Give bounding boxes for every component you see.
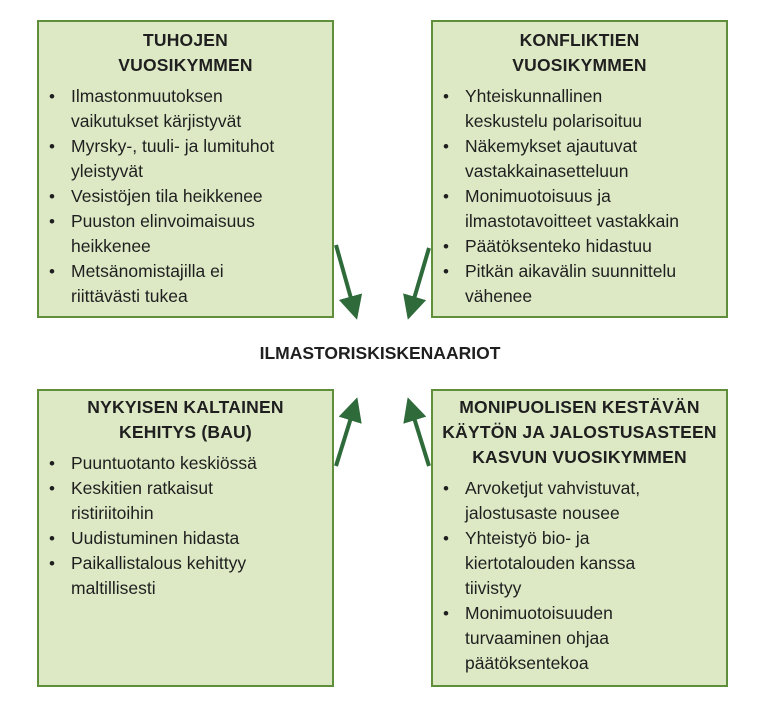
list-item-text: vähenee — [465, 286, 533, 306]
list-item-text: • Pitkän aikavälin suunnittelu — [465, 261, 677, 281]
scenario-title-line: KASVUN VUOSIKYMMEN — [472, 447, 687, 467]
scenario-title-line: KÄYTÖN JA JALOSTUSASTEEN — [442, 422, 717, 442]
list-item — [39, 84, 332, 134]
list-item-text: vastakkainasetteluun — [465, 161, 629, 181]
list-item-text: • Monimuotoisuus ja — [465, 186, 611, 206]
scenario-list — [433, 84, 726, 309]
list-item — [433, 234, 726, 259]
list-item-text: • Uudistuminen hidasta — [71, 528, 240, 548]
arrow-top-left-to-center — [336, 245, 354, 309]
list-item-text: ilmastotavoitteet vastakkain — [465, 211, 679, 231]
scenario-title — [39, 395, 332, 445]
diagram-center-title: ILMASTORISKISKENAARIOT — [259, 343, 501, 363]
list-item-text: • Vesistöjen tila heikkenee — [71, 186, 263, 206]
scenario-list — [433, 476, 726, 676]
scenario-title — [39, 28, 332, 78]
scenario-list — [39, 451, 332, 601]
scenario-box-monipuolisen — [431, 389, 728, 687]
scenario-list — [39, 84, 332, 309]
list-item-text: tiivistyy — [465, 578, 522, 598]
list-item — [433, 84, 726, 134]
list-item — [39, 476, 332, 526]
list-item-text: päätöksentekoa — [465, 653, 589, 673]
list-item — [39, 134, 332, 184]
scenario-box-tuhojen — [37, 20, 334, 318]
list-item-text: turvaaminen ohjaa — [465, 628, 609, 648]
scenario-title-line: VUOSIKYMMEN — [118, 55, 253, 75]
list-item-text: • Näkemykset ajautuvat — [465, 136, 638, 156]
list-item — [433, 526, 726, 601]
list-item — [433, 259, 726, 309]
list-item-text: • Myrsky-, tuuli- ja lumituhot — [71, 136, 275, 156]
list-item-text: maltillisesti — [71, 578, 156, 598]
list-item — [433, 476, 726, 526]
list-item-text: riittävästi tukea — [71, 286, 188, 306]
list-item-text: • Arvoketjut vahvistuvat, — [465, 478, 641, 498]
list-item-text: ristiriitoihin — [71, 503, 154, 523]
list-item-text: • Metsänomistajilla ei — [71, 261, 224, 281]
list-item-text: • Paikallistalous kehittyy — [71, 553, 247, 573]
list-item-text: • Puuntuotanto keskiössä — [71, 453, 257, 473]
scenario-title-line: KONFLIKTIEN — [519, 30, 640, 50]
arrow-bottom-right-to-center — [411, 408, 429, 466]
list-item-text: yleistyvät — [71, 161, 143, 181]
scenario-title-line: MONIPUOLISEN KESTÄVÄN — [459, 397, 700, 417]
list-item — [39, 551, 332, 601]
list-item — [39, 209, 332, 259]
list-item-text: • Päätöksenteko hidastuu — [465, 236, 652, 256]
list-item — [39, 259, 332, 309]
list-item-text: • Puuston elinvoimaisuus — [71, 211, 255, 231]
list-item-text: heikkenee — [71, 236, 151, 256]
scenario-title-line: KEHITYS (BAU) — [119, 422, 252, 442]
scenario-title — [433, 395, 726, 470]
list-item — [433, 184, 726, 234]
arrow-top-right-to-center — [411, 248, 429, 309]
scenario-title-line: TUHOJEN — [142, 30, 229, 50]
scenario-title-line: NYKYISEN KALTAINEN — [87, 397, 284, 417]
list-item-text: vaikutukset kärjistyvät — [71, 111, 242, 131]
list-item-text: • Yhteiskunnallinen — [465, 86, 603, 106]
scenario-box-bau — [37, 389, 334, 687]
arrow-bottom-left-to-center — [336, 408, 354, 466]
list-item-text: • Yhteistyö bio- ja — [465, 528, 590, 548]
list-item-text: • Ilmastonmuutoksen — [71, 86, 223, 106]
list-item-text: jalostusaste nousee — [465, 503, 620, 523]
list-item — [39, 451, 332, 476]
list-item-text: keskustelu polarisoituu — [465, 111, 643, 131]
list-item — [39, 526, 332, 551]
list-item-text: • Keskitien ratkaisut — [71, 478, 214, 498]
list-item-text: kiertotalouden kanssa — [465, 553, 636, 573]
scenario-title — [433, 28, 726, 78]
scenario-title-line: VUOSIKYMMEN — [512, 55, 647, 75]
list-item-text: • Monimuotoisuuden — [465, 603, 613, 623]
scenario-box-konfliktien — [431, 20, 728, 318]
list-item — [433, 134, 726, 184]
list-item — [39, 184, 332, 209]
list-item — [433, 601, 726, 676]
